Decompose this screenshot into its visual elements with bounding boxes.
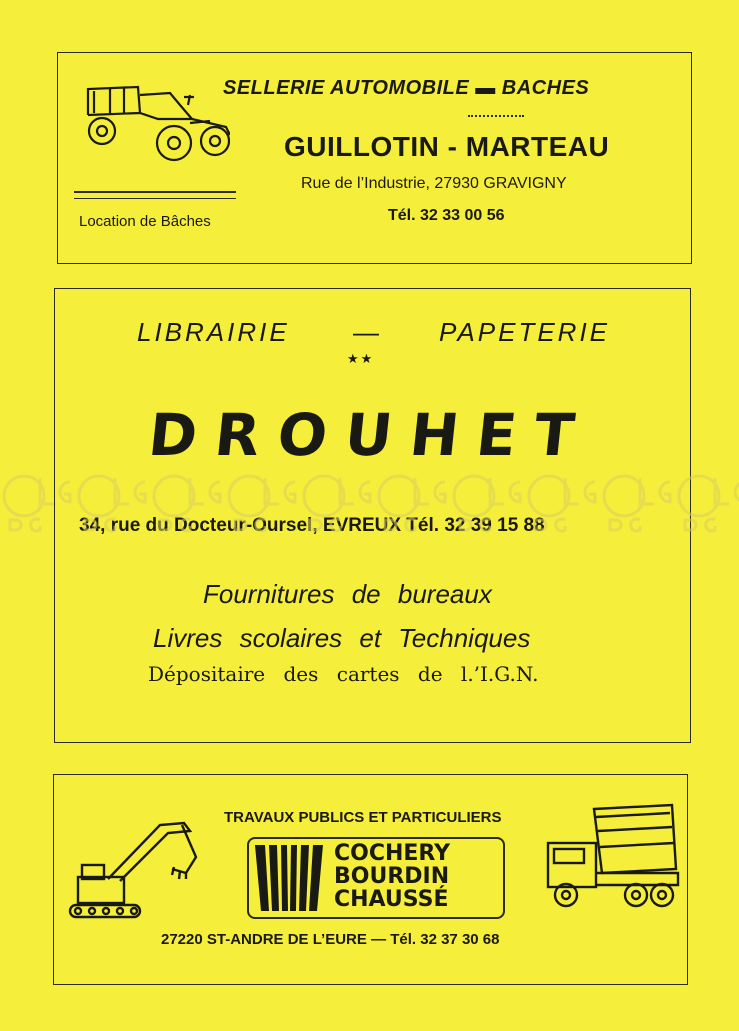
papeterie-word: PAPETERIE [439,317,611,347]
watermark-strip [0,468,739,540]
company-logo [247,837,505,919]
ad-sellerie [57,52,692,264]
ad-travaux [53,774,688,985]
shop-name: DROUHET [145,401,596,469]
offer-line-2: Livres scolaires et Techniques [153,623,531,653]
librairie-word: LIBRAIRIE [137,317,290,347]
logo-line-3: CHAUSSÉ [334,887,449,912]
travaux-address: 27220 ST-ANDRE DE L’EURE — Tél. 32 37 30 68 [161,931,500,948]
dump-truck-icon [544,803,684,913]
offer-line-3: Dépositaire des cartes de l.’I.G.N. [148,662,539,686]
shop-address: 34, rue du Docteur-Oursel, EVREUX Tél. 32 39 15 88 [79,515,545,536]
travaux-heading: TRAVAUX PUBLICS ET PARTICULIERS [224,809,502,826]
title-separator: — [353,317,379,347]
dotted-divider [468,115,524,117]
location-note: Location de Bâches [79,213,211,230]
double-rule [74,191,236,199]
company-phone: Tél. 32 33 00 56 [388,207,505,224]
sellerie-heading: SELLERIE AUTOMOBILE ▬ BACHES [223,77,590,99]
logo-line-2: BOURDIN [334,864,450,889]
company-address: Rue de l’Industrie, 27930 GRAVIGNY [301,175,567,192]
stripes-emblem-icon [255,845,327,911]
vintage-car-icon [80,75,230,165]
excavator-icon [64,817,204,927]
offer-line-1: Fournitures de bureaux [203,579,492,609]
logo-line-1: COCHERY [334,841,451,866]
company-name: GUILLOTIN - MARTEAU [284,131,610,162]
star-ornament: ★★ [347,351,375,366]
